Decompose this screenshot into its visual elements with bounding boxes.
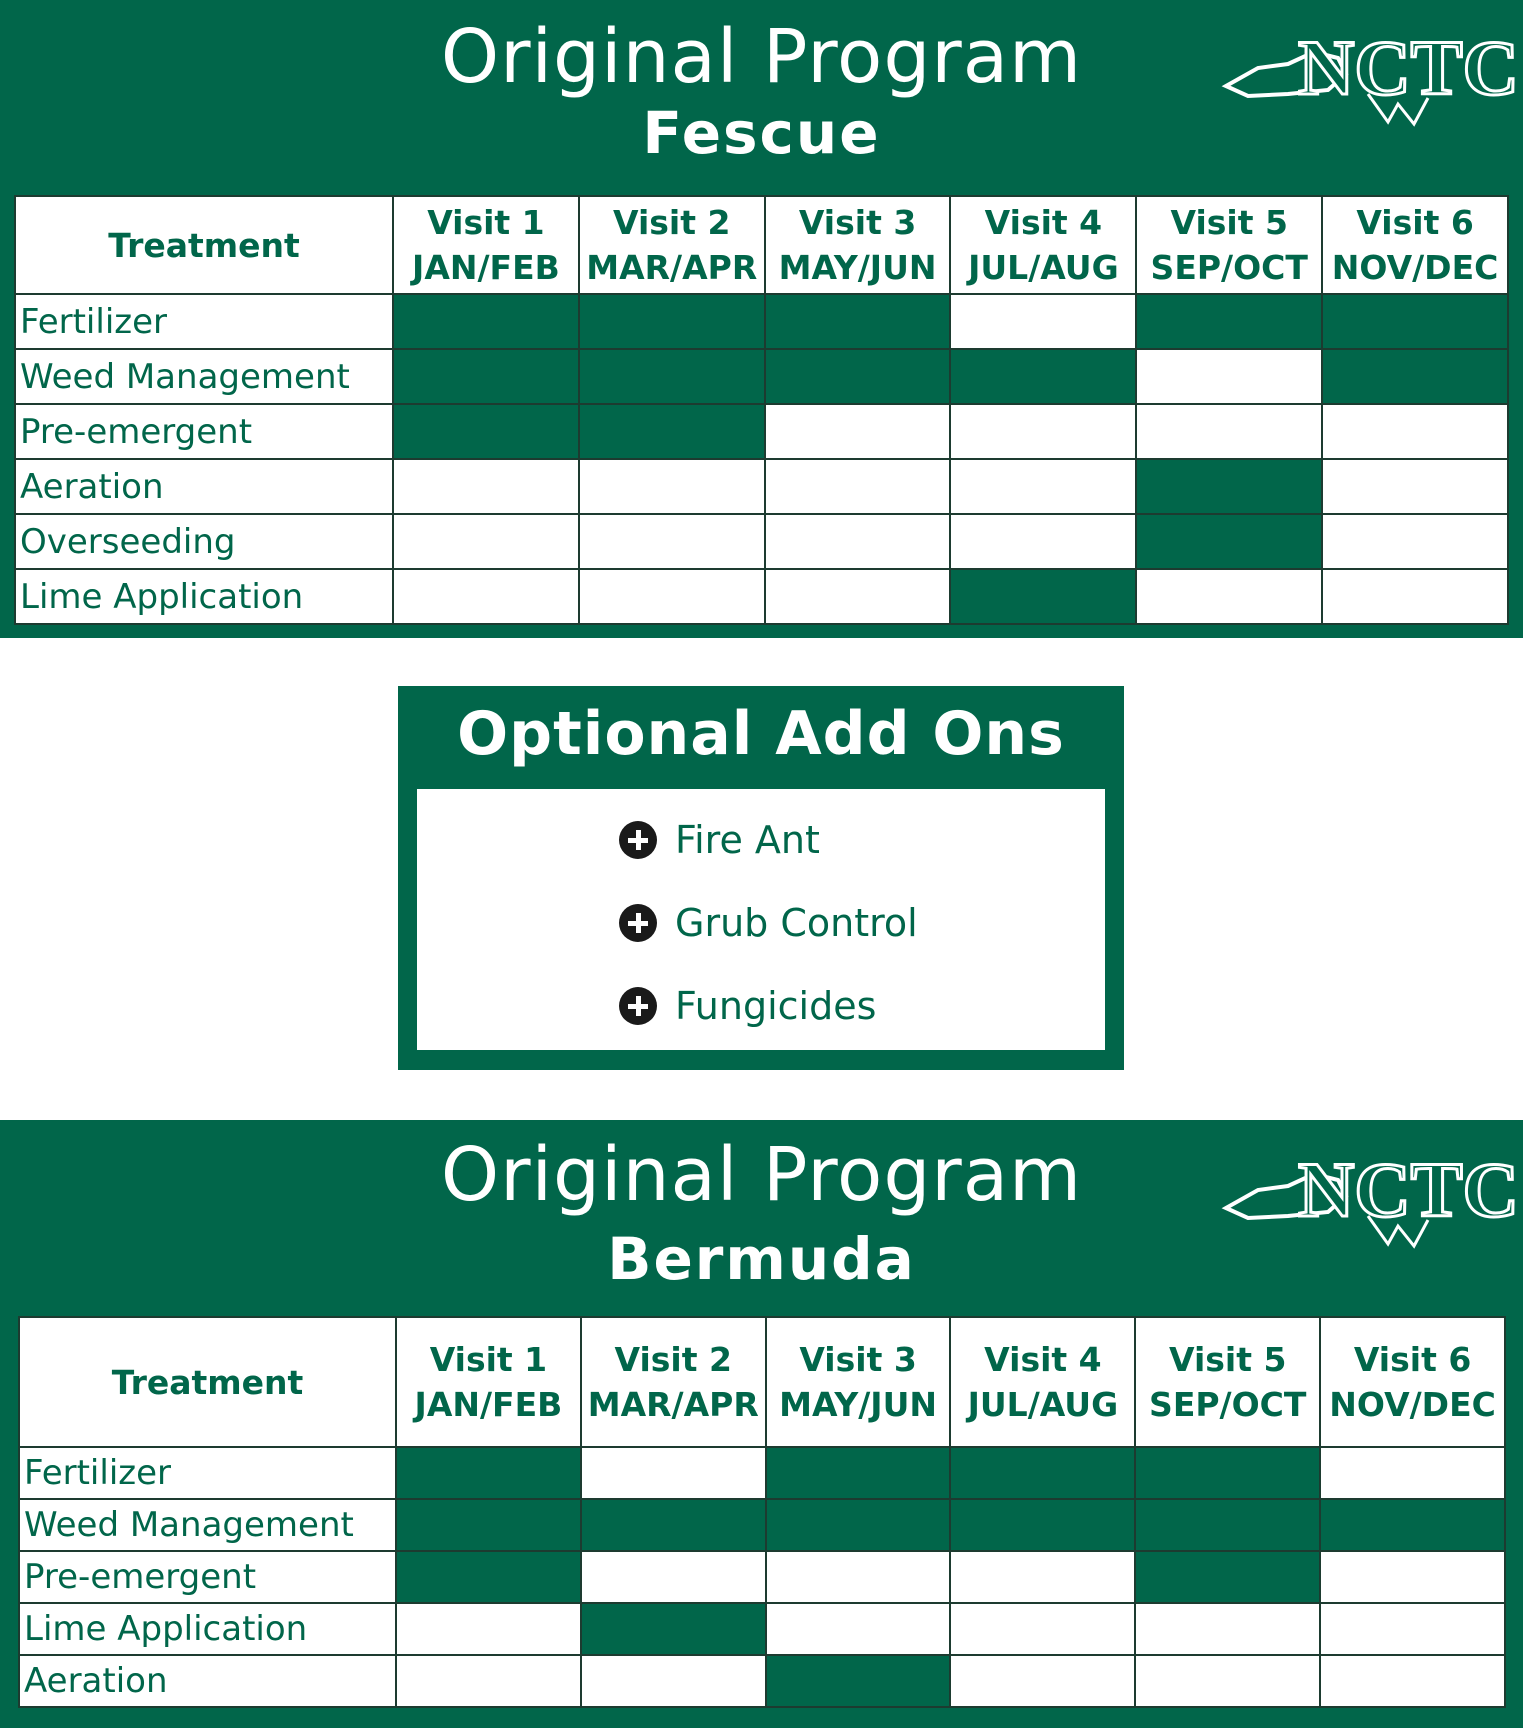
schedule-cell <box>766 1447 951 1499</box>
treatment-label: Fertilizer <box>15 294 393 349</box>
visit-label: Visit 2 <box>613 203 731 242</box>
visit-months: SEP/OCT <box>1150 248 1308 287</box>
schedule-cell <box>1322 349 1508 404</box>
schedule-cell <box>950 1499 1135 1551</box>
visit-label: Visit 3 <box>798 203 917 242</box>
bermuda-program-title: Original Program <box>440 1132 1083 1218</box>
visit-3-column-header <box>766 1317 951 1447</box>
bermuda-header-row <box>19 1317 1505 1447</box>
plus-circle-icon <box>619 987 657 1025</box>
schedule-cell <box>581 1499 766 1551</box>
visit-label: Visit 2 <box>614 1340 732 1379</box>
visit-1-column-header <box>396 1317 581 1447</box>
schedule-cell <box>950 349 1136 404</box>
visit-label: Visit 5 <box>1170 203 1288 242</box>
fescue-schedule-table <box>14 195 1509 625</box>
schedule-cell <box>1135 1499 1320 1551</box>
treatment-label: Lime Application <box>19 1603 396 1655</box>
table-row <box>15 349 1508 404</box>
visit-label: Visit 6 <box>1356 203 1474 242</box>
schedule-cell <box>1135 1551 1320 1603</box>
visit-months: MAR/APR <box>586 248 758 287</box>
table-row <box>19 1655 1505 1707</box>
fescue-program-subtitle: Fescue <box>642 99 881 167</box>
schedule-cell <box>581 1447 766 1499</box>
list-item <box>619 901 918 945</box>
visit-6-column-header <box>1322 196 1508 294</box>
schedule-cell <box>393 514 579 569</box>
schedule-cell <box>579 569 765 624</box>
schedule-cell <box>766 1603 951 1655</box>
schedule-cell <box>1320 1655 1505 1707</box>
schedule-cell <box>950 514 1136 569</box>
schedule-cell <box>1322 569 1508 624</box>
schedule-cell <box>579 514 765 569</box>
list-item <box>619 818 820 862</box>
visit-4-column-header <box>950 1317 1135 1447</box>
schedule-cell <box>765 569 951 624</box>
schedule-cell <box>1322 294 1508 349</box>
visit-months: JAN/FEB <box>412 248 560 287</box>
fescue-program-title: Original Program <box>440 14 1083 100</box>
schedule-cell <box>393 294 579 349</box>
nctc-logo <box>1218 24 1520 129</box>
treatment-label: Aeration <box>19 1655 396 1707</box>
schedule-cell <box>1320 1447 1505 1499</box>
bermuda-program-panel <box>0 1120 1523 1728</box>
schedule-cell <box>950 1603 1135 1655</box>
visit-months: JUL/AUG <box>967 1385 1119 1424</box>
treatment-label: Fertilizer <box>19 1447 396 1499</box>
table-row <box>19 1499 1505 1551</box>
visit-4-column-header <box>950 196 1136 294</box>
schedule-cell <box>950 569 1136 624</box>
schedule-cell <box>1320 1603 1505 1655</box>
add-ons-title: Optional Add Ons <box>457 699 1065 769</box>
schedule-cell <box>950 459 1136 514</box>
visit-label: Visit 6 <box>1353 1340 1472 1379</box>
schedule-cell <box>765 404 951 459</box>
visit-label: Visit 3 <box>799 1340 917 1379</box>
visit-3-column-header <box>765 196 951 294</box>
schedule-cell <box>1135 1447 1320 1499</box>
optional-add-ons-panel <box>398 686 1124 1070</box>
schedule-cell <box>1320 1499 1505 1551</box>
table-row <box>19 1447 1505 1499</box>
schedule-cell <box>396 1447 581 1499</box>
schedule-cell <box>1320 1551 1505 1603</box>
table-row <box>19 1603 1505 1655</box>
visit-1-column-header <box>393 196 579 294</box>
schedule-cell <box>581 1551 766 1603</box>
visit-months: NOV/DEC <box>1329 1385 1496 1424</box>
visit-5-column-header <box>1135 1317 1320 1447</box>
visit-5-column-header <box>1136 196 1322 294</box>
schedule-cell <box>950 294 1136 349</box>
schedule-cell <box>579 459 765 514</box>
table-row <box>19 1551 1505 1603</box>
schedule-cell <box>765 349 951 404</box>
schedule-cell <box>950 1447 1135 1499</box>
schedule-cell <box>950 1655 1135 1707</box>
fescue-header-row <box>15 196 1508 294</box>
schedule-cell <box>1136 514 1322 569</box>
visit-months: JUL/AUG <box>968 248 1119 287</box>
schedule-cell <box>1136 294 1322 349</box>
schedule-cell <box>396 1655 581 1707</box>
table-row <box>15 294 1508 349</box>
bermuda-schedule-table <box>18 1316 1506 1708</box>
table-row <box>15 404 1508 459</box>
visit-months: SEP/OCT <box>1149 1385 1307 1424</box>
schedule-cell <box>766 1499 951 1551</box>
visit-months: NOV/DEC <box>1331 248 1499 287</box>
schedule-cell <box>579 294 765 349</box>
schedule-cell <box>1136 569 1322 624</box>
schedule-cell <box>1322 459 1508 514</box>
schedule-cell <box>393 349 579 404</box>
schedule-cell <box>1135 1603 1320 1655</box>
schedule-cell <box>393 459 579 514</box>
add-on-label: Fire Ant <box>675 818 820 862</box>
treatment-label: Weed Management <box>19 1499 396 1551</box>
schedule-cell <box>1136 459 1322 514</box>
schedule-cell <box>766 1655 951 1707</box>
visit-6-column-header <box>1320 1317 1505 1447</box>
visit-label: Visit 4 <box>984 203 1103 242</box>
schedule-cell <box>1136 404 1322 459</box>
schedule-cell <box>396 1603 581 1655</box>
visit-label: Visit 5 <box>1169 1340 1287 1379</box>
table-row <box>15 514 1508 569</box>
treatment-label: Pre-emergent <box>15 404 393 459</box>
schedule-cell <box>579 349 765 404</box>
visit-2-column-header <box>579 196 765 294</box>
visit-months: MAR/APR <box>587 1385 759 1424</box>
fescue-program-panel <box>0 0 1523 638</box>
visit-label: Visit 4 <box>984 1340 1102 1379</box>
schedule-cell <box>765 514 951 569</box>
treatment-label: Lime Application <box>15 569 393 624</box>
schedule-cell <box>1136 349 1322 404</box>
schedule-cell <box>765 459 951 514</box>
bermuda-program-subtitle: Bermuda <box>607 1225 916 1293</box>
visit-label: Visit 1 <box>429 1340 548 1379</box>
schedule-cell <box>1322 404 1508 459</box>
treatment-label: Overseeding <box>15 514 393 569</box>
treatment-column-header: Treatment <box>15 196 393 294</box>
schedule-cell <box>581 1603 766 1655</box>
treatment-label: Aeration <box>15 459 393 514</box>
visit-label: Visit 1 <box>427 203 545 242</box>
visit-months: MAY/JUN <box>778 248 937 287</box>
schedule-cell <box>950 1551 1135 1603</box>
list-item <box>619 984 876 1028</box>
plus-circle-icon <box>619 821 657 859</box>
visit-2-column-header <box>581 1317 766 1447</box>
add-on-label: Grub Control <box>675 901 918 945</box>
schedule-cell <box>581 1655 766 1707</box>
table-row <box>15 569 1508 624</box>
treatment-label: Weed Management <box>15 349 393 404</box>
logo-text: NCTC <box>1298 1146 1520 1233</box>
schedule-cell <box>396 1551 581 1603</box>
schedule-cell <box>396 1499 581 1551</box>
schedule-cell <box>393 569 579 624</box>
add-ons-list <box>417 789 1105 1050</box>
schedule-cell <box>393 404 579 459</box>
schedule-cell <box>766 1551 951 1603</box>
schedule-cell <box>950 404 1136 459</box>
nctc-logo <box>1218 1146 1520 1251</box>
schedule-cell <box>1135 1655 1320 1707</box>
schedule-cell <box>1322 514 1508 569</box>
schedule-cell <box>765 294 951 349</box>
treatment-column-header: Treatment <box>19 1317 396 1447</box>
visit-months: JAN/FEB <box>414 1385 563 1424</box>
add-on-label: Fungicides <box>675 984 877 1028</box>
treatment-label: Pre-emergent <box>19 1551 396 1603</box>
logo-text: NCTC <box>1298 24 1520 111</box>
schedule-cell <box>579 404 765 459</box>
table-row <box>15 459 1508 514</box>
plus-circle-icon <box>619 904 657 942</box>
visit-months: MAY/JUN <box>779 1385 937 1424</box>
